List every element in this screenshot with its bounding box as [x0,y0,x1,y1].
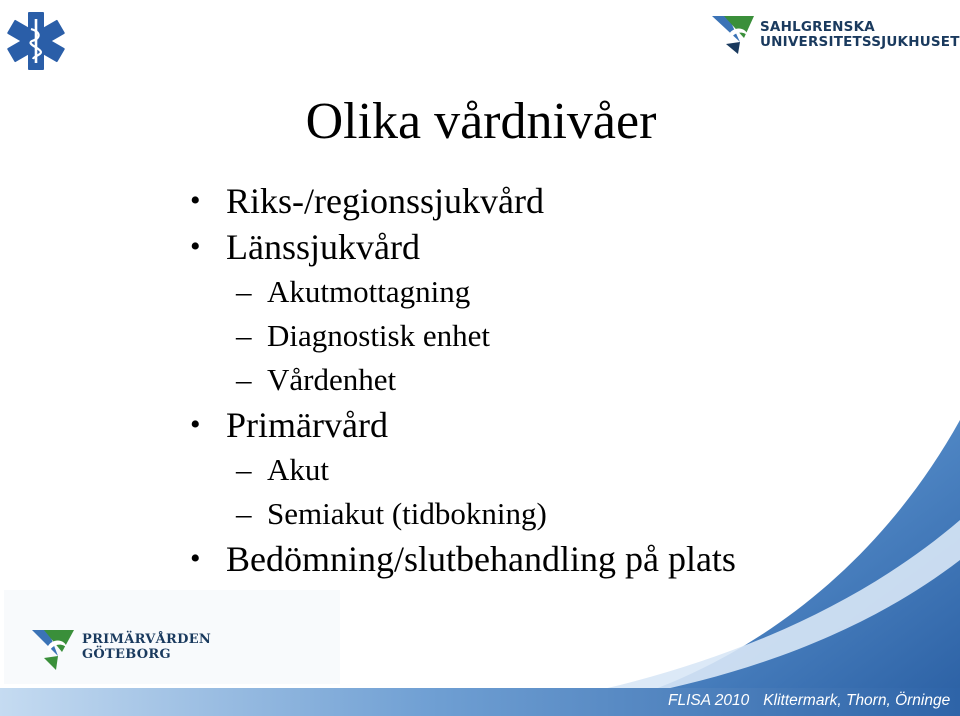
primary-name-line2: GÖTEBORG [82,647,171,662]
primarvarden-logo [30,626,212,676]
list-item-text: Akut [267,452,329,487]
bullet-dot: • [190,230,201,263]
list-item-text: Vårdenhet [267,362,397,397]
primarvarden-mark-icon [30,626,76,672]
primary-name-line1: PRIMÄRVÅRDEN [82,632,212,647]
hospital-name-line1: SAHLGRENSKA [760,19,875,35]
list-item [190,358,736,402]
list-item [190,270,736,314]
sahlgrenska-logo [710,14,960,56]
list-item [190,536,736,582]
slide-title-text: Olika vårdnivåer [305,93,657,150]
list-item-text: Primärvård [226,405,388,445]
list-item [190,402,736,448]
bullet-dot: • [190,408,201,441]
dash-marker: – [236,318,252,353]
list-item-text: Semiakut (tidbokning) [267,496,547,531]
list-item-text: Länssjukvård [226,227,420,267]
footer-authors: Klittermark, Thorn, Örninge [763,692,951,709]
list-item [190,224,736,270]
dash-marker: – [236,496,252,531]
hospital-name-line2: UNIVERSITETSSJUKHUSET [760,34,960,50]
list-item-text: Bedömning/slutbehandling på plats [226,539,736,579]
dash-marker: – [236,452,252,487]
bullet-dot: • [190,542,201,575]
list-item-text: Riks-/regionssjukvård [226,181,544,221]
sahlgrenska-mark-icon [710,14,756,56]
slide-title [0,92,960,151]
dash-marker: – [236,274,252,309]
bullet-dot: • [190,184,201,217]
list-item [190,492,736,536]
list-item [190,448,736,492]
list-item [190,178,736,224]
footer-event: FLISA 2010 [668,692,750,709]
dash-marker: – [236,362,252,397]
list-item-text: Diagnostisk enhet [267,318,490,353]
list-item [190,314,736,358]
star-of-life-icon [6,10,66,72]
list-item-text: Akutmottagning [267,274,471,309]
bullet-list [190,178,736,582]
footer-text [668,692,950,710]
